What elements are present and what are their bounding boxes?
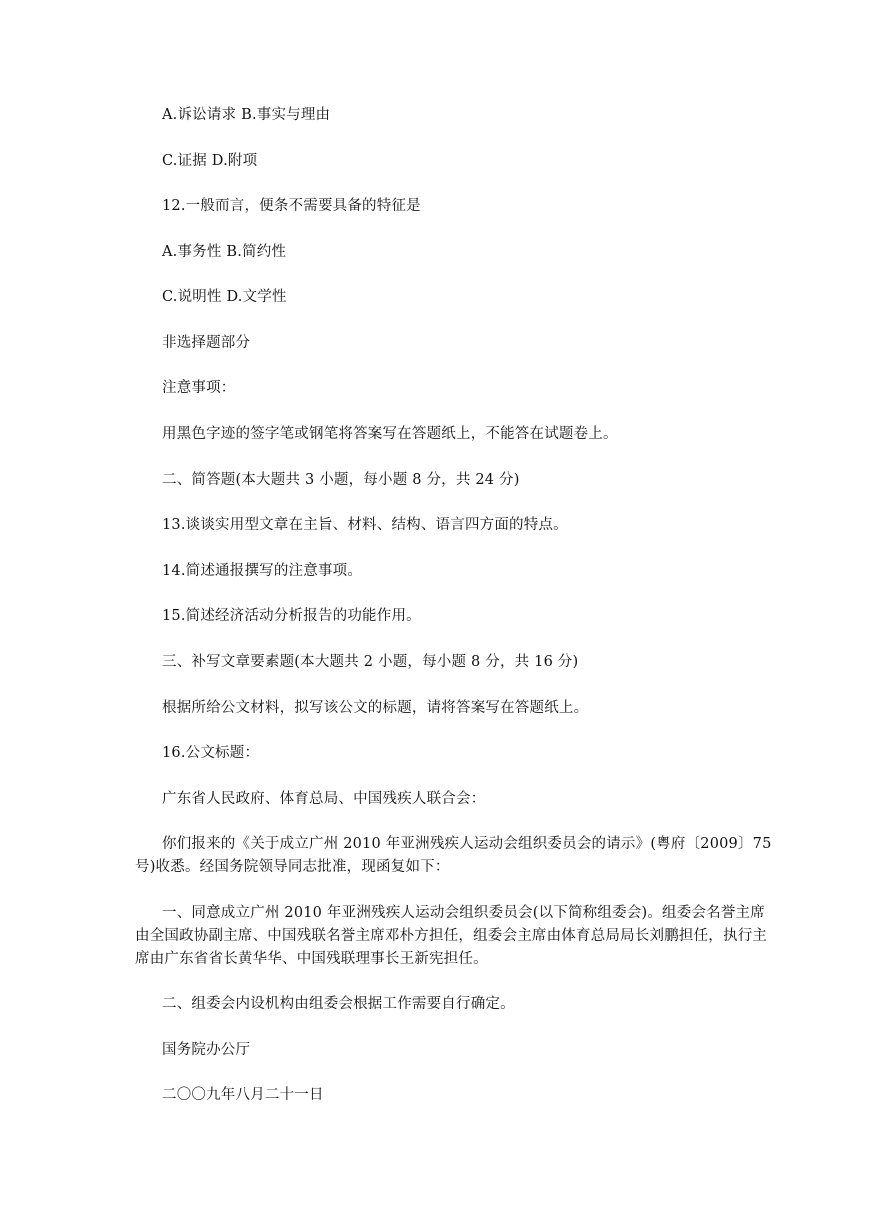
section-heading-supplement: 三、补写文章要素题(本大题共 2 小题，每小题 8 分，共 16 分) <box>162 654 579 670</box>
question-14: 14.简述通报撰写的注意事项。 <box>162 563 363 579</box>
letter-paragraph-1: 你们报来的《关于成立广州 2010 年亚洲残疾人运动会组织委员会的请示》(粤府〔2009〕75 号)收悉。经国务院领导同志批准，现函复如下： <box>135 836 772 875</box>
option-line-c-d-q12: C.说明性 D.文学性 <box>162 289 287 305</box>
option-line-a-b-q12: A.事务性 B.简约性 <box>162 244 287 260</box>
section-heading-short-answer: 二、简答题(本大题共 3 小题，每小题 8 分，共 24 分) <box>162 472 520 488</box>
letter-salutation: 广东省人民政府、体育总局、中国残疾人联合会： <box>162 791 486 807</box>
question-13: 13.谈谈实用型文章在主旨、材料、结构、语言四方面的特点。 <box>162 517 568 533</box>
question-12: 12.一般而言，便条不需要具备的特征是 <box>162 198 421 214</box>
letter-date: 二〇〇九年八月二十一日 <box>162 1087 324 1103</box>
letter-signature: 国务院办公厅 <box>162 1042 251 1058</box>
letter-paragraph-2: 一、同意成立广州 2010 年亚洲残疾人运动会组织委员会(以下简称组委会)。组委会名誉主席由全国政协副主席、中国残联名誉主席邓朴方担任，组委会主席由体育总局局长刘鹏担任，执行主席由广东省省长黄华华、中国残联理事长王新宪担任。 <box>135 905 768 967</box>
notice-heading: 注意事项： <box>162 380 236 396</box>
question-16: 16.公文标题： <box>162 745 260 761</box>
instruction-text: 根据所给公文材料，拟写该公文的标题，请将答案写在答题纸上。 <box>162 700 589 716</box>
option-line-a-b-q11: A.诉讼请求 B.事实与理由 <box>162 107 331 123</box>
section-heading-non-choice: 非选择题部分 <box>162 335 251 351</box>
question-15: 15.简述经济活动分析报告的功能作用。 <box>162 608 421 624</box>
option-line-c-d-q11: C.证据 D.附项 <box>162 153 258 169</box>
letter-paragraph-3: 二、组委会内设机构由组委会根据工作需要自行确定。 <box>162 996 515 1012</box>
notice-text: 用黑色字迹的签字笔或钢笔将答案写在答题纸上，不能答在试题卷上。 <box>162 426 618 442</box>
